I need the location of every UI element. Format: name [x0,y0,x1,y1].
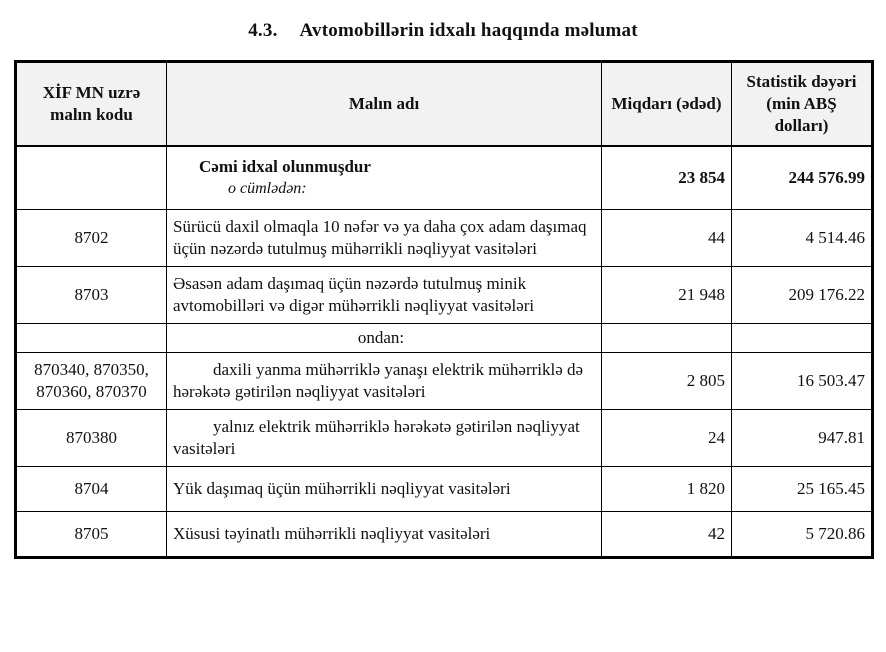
cell-product-code: 870380 [16,410,167,467]
product-name-text: Sürücü daxil olmaqla 10 nəfər və ya daha çox adam daşımaq üçün nəzərdə tutulmuş mühərrikli nəqliyyat vasitələri [173,217,587,258]
table-row [16,410,873,467]
table-row [16,324,873,353]
cell-product-name [167,410,602,467]
cell-product-name [167,146,602,210]
cell-value: 25 165.45 [732,467,873,512]
table-row [16,512,873,558]
cell-value: 209 176.22 [732,267,873,324]
cell-quantity: 21 948 [602,267,732,324]
cell-value: 16 503.47 [732,353,873,410]
cell-value: 244 576.99 [732,146,873,210]
cell-quantity [602,324,732,353]
cell-quantity: 42 [602,512,732,558]
product-name-text: Yük daşımaq üçün mühərrikli nəqliyyat vasitələri [173,479,511,498]
cell-value: 947.81 [732,410,873,467]
cell-product-code: 8703 [16,267,167,324]
cell-value: 4 514.46 [732,210,873,267]
cell-quantity: 24 [602,410,732,467]
cell-value: 5 720.86 [732,512,873,558]
cell-product-name [167,210,602,267]
section-title-text: Avtomobillərin idxalı haqqında məlumat [299,20,638,41]
cell-product-name [167,267,602,324]
table-row [16,267,873,324]
cell-value [732,324,873,353]
cell-product-name [167,324,602,353]
table-row [16,467,873,512]
product-name-text: Əsasən adam daşımaq üçün nəzərdə tutulmuş minik avtomobilləri və digər mühərrikli nəqliyyat vasitələri [173,274,535,315]
table-row [16,353,873,410]
product-name-text: yalnız elektrik mühərriklə hərəkətə gətirilən nəqliyyat vasitələri [173,417,580,458]
col-header-statistic-value: Statistik dəyəri (min ABŞ dolları) [732,62,873,147]
header-row [16,62,873,147]
product-name-text: daxili yanma mühərriklə yanaşı elektrik mühərriklə də hərəkətə gətirilən nəqliyyat vasitələri [173,360,584,401]
product-name-note: o cümlədən: [228,180,307,197]
table-row [16,146,873,210]
cell-product-code: 8702 [16,210,167,267]
cell-product-code [16,324,167,353]
section-title [0,20,886,42]
cell-quantity: 1 820 [602,467,732,512]
cell-quantity: 23 854 [602,146,732,210]
section-number: 4.3. [248,20,278,41]
cell-quantity: 44 [602,210,732,267]
cell-product-name [167,353,602,410]
table-row [16,210,873,267]
col-header-product-code: XİF MN uzrə malın kodu [16,62,167,147]
product-name-text: ondan: [357,328,405,347]
product-name-text: Xüsusi təyinatlı mühərrikli nəqliyyat vasitələri [173,524,491,543]
col-header-quantity: Miqdarı (ədəd) [602,62,732,147]
cell-product-name [167,467,602,512]
imports-table [14,60,874,559]
cell-product-code: 8704 [16,467,167,512]
cell-product-code [16,146,167,210]
cell-product-code: 8705 [16,512,167,558]
product-name-text: Cəmi idxal olunmuşdur [199,157,371,176]
cell-product-code: 870340, 870350, 870360, 870370 [16,353,167,410]
col-header-product-name: Malın adı [167,62,602,147]
cell-product-name [167,512,602,558]
cell-quantity: 2 805 [602,353,732,410]
